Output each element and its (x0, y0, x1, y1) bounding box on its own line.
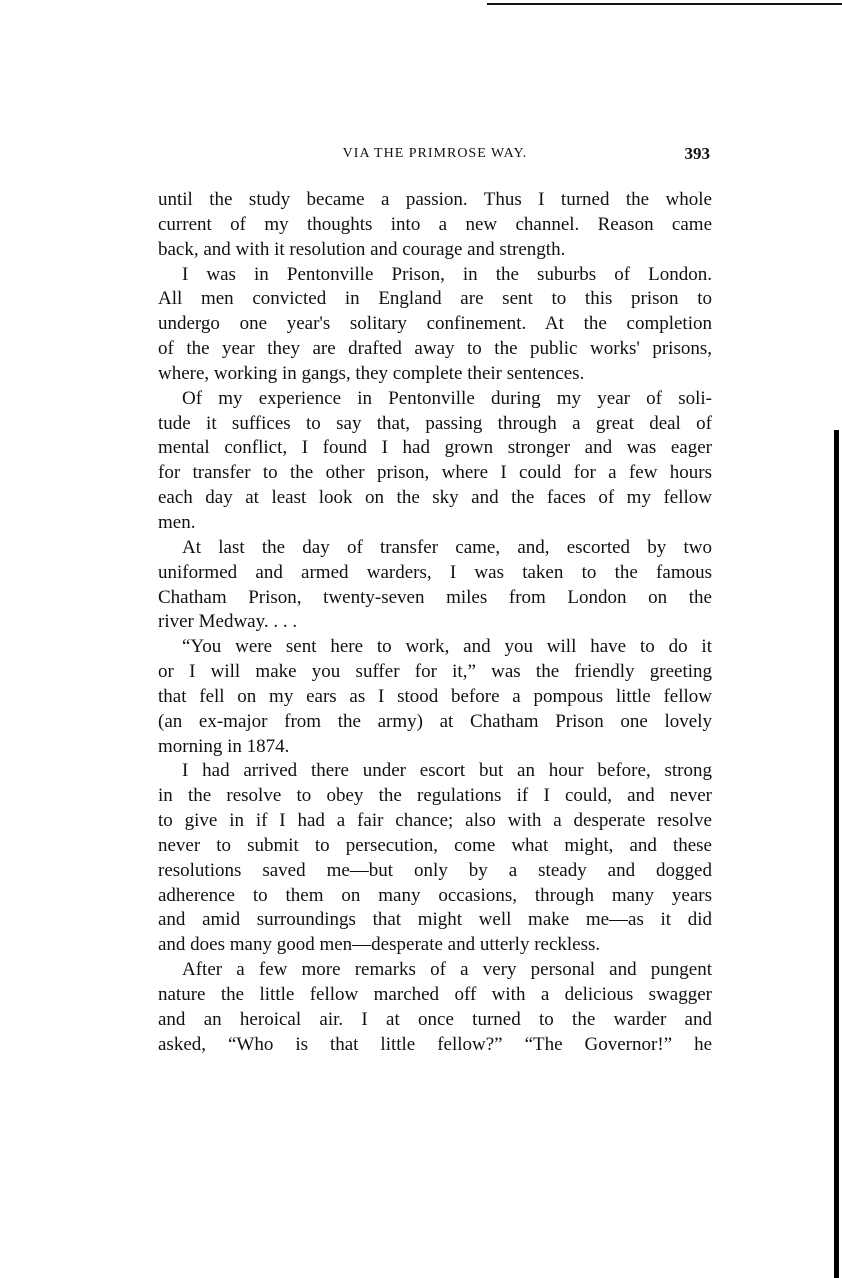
text-line: where, working in gangs, they complete their sentences. (158, 362, 585, 384)
text-line: undergo one year's solitary confinement. At the completion (158, 313, 712, 335)
page-header (158, 146, 712, 170)
text-line: or I will make you suffer for it,” was the friendly greeting (158, 661, 712, 683)
text-line: until the study became a passion. Thus I turned the whole (158, 189, 712, 210)
text-line: mental conflict, I found I had grown stronger and was eager (158, 437, 712, 459)
text-line: and does many good men—desperate and utterly reckless. (158, 934, 601, 956)
text-line: resolutions saved me—but only by a steady and dogged (158, 859, 712, 881)
text-line: (an ex-major from the army) at Chatham Prison one lovely (158, 710, 712, 732)
text-line: asked, “Who is that little fellow?” “The Governor!” he (158, 1033, 712, 1055)
text-line: After a few more remarks of a very personal and pungent (182, 959, 712, 981)
text-line: each day at least look on the sky and the faces of my fellow (158, 487, 712, 509)
text-line: river Medway. . . . (158, 611, 298, 633)
text-line: Of my experience in Pentonville during my year of soli- (182, 387, 712, 409)
text-line: At last the day of transfer came, and, escorted by two (182, 536, 712, 558)
text-line: adherence to them on many occasions, through many years (158, 884, 712, 906)
text-line: and an heroical air. I at once turned to the warder and (158, 1008, 712, 1030)
text-line: I was in Pentonville Prison, in the suburbs of London. (182, 263, 712, 285)
text-line: of the year they are drafted away to the public works' prisons, (158, 338, 712, 360)
text-line: nature the little fellow marched off with a delicious swagger (158, 984, 712, 1005)
text-line: for transfer to the other prison, where I could for a few hours (158, 462, 712, 484)
running-title: VIA THE PRIMROSE WAY. (342, 146, 528, 161)
text-line: in the resolve to obey the regulations if I could, and never (158, 785, 712, 807)
text-line: that fell on my ears as I stood before a pompous little fellow (158, 685, 712, 707)
text-line: never to submit to persecution, come what might, and these (158, 834, 712, 856)
page-number: 393 (684, 144, 710, 163)
text-line: I had arrived there under escort but an hour before, strong (182, 760, 712, 782)
text-line: tude it suffices to say that, passing through a great deal of (158, 412, 712, 434)
text-line: Chatham Prison, twenty-seven miles from London on the (158, 586, 712, 608)
text-line: All men convicted in England are sent to this prison to (158, 288, 712, 310)
text-line: uniformed and armed warders, I was taken to the famous (158, 561, 712, 583)
page-body (158, 188, 712, 1058)
text-line: “You were sent here to work, and you will have to do it (182, 636, 712, 658)
scan-edge-right-bar (834, 430, 839, 1278)
scan-edge-top-line (487, 3, 842, 5)
text-line: current of my thoughts into a new channel. Reason came (158, 213, 712, 235)
text-line: men. (158, 511, 196, 533)
text-line: morning in 1874. (158, 735, 290, 757)
text-line: back, and with it resolution and courage and strength. (158, 238, 566, 260)
text-line: and amid surroundings that might well make me—as it did (158, 909, 712, 931)
text-line: to give in if I had a fair chance; also with a desperate resolve (158, 810, 712, 832)
